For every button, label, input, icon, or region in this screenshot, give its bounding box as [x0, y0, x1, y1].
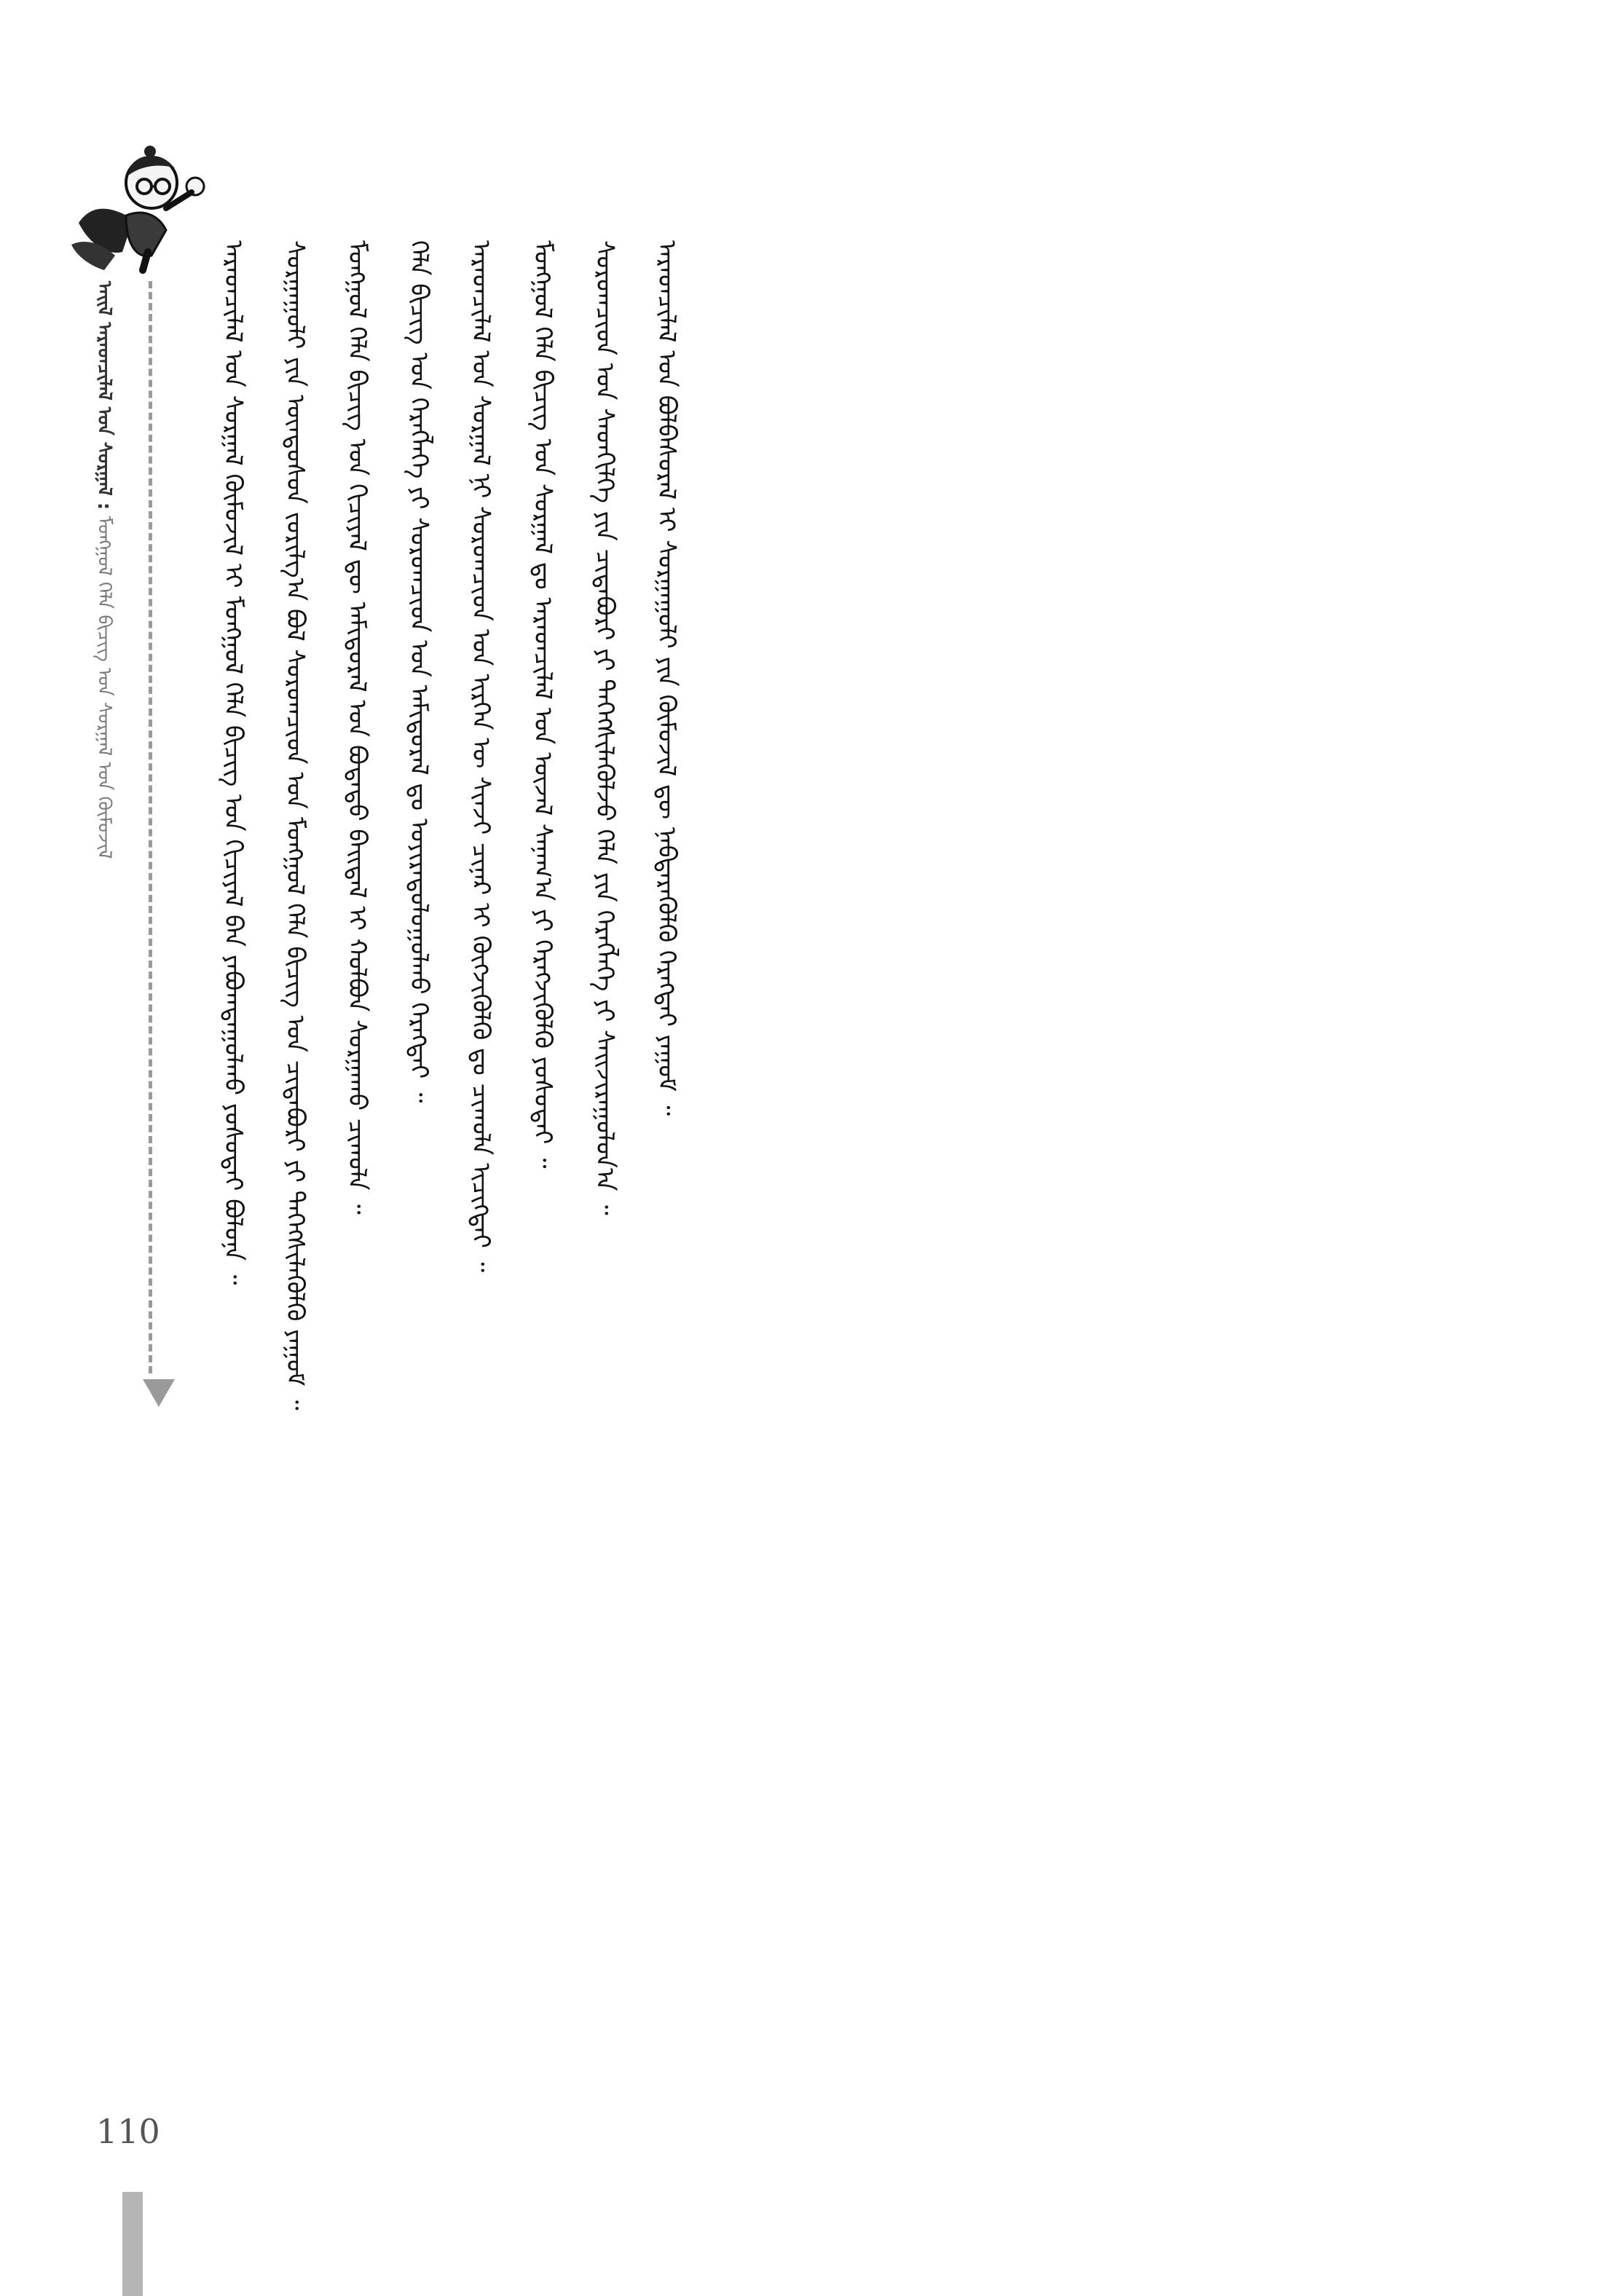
text-line: ᠠᠷᠠᠳᠴᠢᠯᠠᠯ ᠤᠨ ᠰᠤᠷᠭᠠᠯ ᠨᠢ ᠰᠤᠷᠤᠭᠴᠢᠳ ᠤᠨ ᠢᠷᠭᠡᠨ ᠦ ᠰᠢᠨᠵᠢ ᠴᠢᠨᠠᠷ ᠢ ᠬᠥᠭᠵᠢᠭᠦᠯᠬᠦ ᠳᠤ ᠴᠢᠬᠤᠯᠠ ᠢᠴᠢᠭ᠌ᠲᠡᠢ ᠃: [466, 240, 495, 1273]
arrow-down-icon: [143, 1379, 175, 1407]
running-header: [87, 281, 138, 1038]
text-line: ᠮᠣᠩᠭᠣᠯ ᠬᠡᠯᠡ ᠪᠢᠴᠢᠭ ᠤᠨ ᠬᠢᠴᠢᠶᠡᠯ ᠳᠦ ᠠᠮᠢᠳᠤᠷᠠᠯ ᠤᠨ ᠪᠣᠳᠠᠲᠤ ᠪᠠᠢᠳᠠᠯ ᠢ ᠬᠣᠯᠪᠣᠨ ᠰᠤᠷᠭᠠᠬᠤ ᠴᠢᠬᠤᠯᠠ ᠃: [342, 240, 371, 1215]
running-header-book-title: ᠮᠣᠩᠭᠣᠯ ᠬᠡᠯᠡ ᠪᠢᠴᠢᠭ ᠤᠨ ᠰᠤᠷᠭᠠᠯ ᠤᠨ ᠬᠦᠮᠦᠵᠢᠯ: [93, 516, 115, 859]
body-text-block: [219, 240, 743, 2046]
running-header-section: ᠠᠢᠯ ᠠᠷᠠᠳᠴᠢᠯᠠᠯ ᠤᠨ ᠰᠤᠷᠭᠠᠯ :: [93, 281, 115, 510]
page-edge-tab: [122, 2192, 143, 2296]
flying-boy-icon: [64, 135, 210, 274]
page-number: 110: [96, 2112, 160, 2151]
text-line: ᠠᠷᠠᠳᠴᠢᠯᠠᠯ ᠤᠨ ᠰᠤᠷᠭᠠᠯ ᠬᠦᠮᠦᠵᠢᠯ ᠢ ᠮᠣᠩᠭᠣᠯ ᠬᠡᠯᠡ ᠪᠢᠴᠢᠭ ᠤᠨ ᠬᠢᠴᠢᠶᠡᠯ ᠪᠠᠨ ᠶᠠᠪᠤᠭᠳᠠᠭᠤᠯᠬᠤ ᠶᠣᠰᠣᠲᠠᠢ ᠪᠣᠯᠤᠨᠠ ᠃: [219, 240, 248, 1285]
text-line: ᠬᠡᠯᠡ ᠪᠢᠴᠢᠭ ᠤᠨ ᠬᠡᠷᠡᠭᠯᠡᠭᠡ ᠶᠢ ᠰᠤᠷᠤᠭᠴᠢᠳ ᠤᠨ ᠠᠮᠢᠳᠤᠷᠠᠯ ᠳᠤ ᠣᠶᠢᠷᠠᠲᠤᠯᠤᠭᠤᠯᠬᠤ ᠬᠡᠷᠡᠭᠲᠡᠢ ᠃: [404, 240, 433, 1103]
text-line: ᠮᠣᠩᠭᠣᠯ ᠬᠡᠯᠡ ᠪᠢᠴᠢᠭ ᠤᠨ ᠰᠤᠷᠭᠠᠯ ᠳᠤ ᠠᠷᠠᠳᠴᠢᠯᠠᠯ ᠤᠨ ᠦᠵᠡᠯ ᠰᠠᠨᠠᠭ᠎ᠠ ᠶᠢ ᠬᠡᠷᠡᠭᠵᠢᠭᠦᠯᠬᠦ ᠶᠣᠰᠣᠲᠠᠢ ᠃: [528, 240, 557, 1169]
margin-dashed-line: [149, 281, 152, 1373]
text-line: ᠰᠤᠷᠭᠠᠭᠤᠯᠢ ᠶᠢᠨ ᠦᠨᠳᠦᠰᠦᠨ ᠵᠣᠷᠢᠯᠭ᠎ᠠ ᠪᠣᠯ ᠰᠤᠷᠤᠭᠴᠢᠳ ᠤᠨ ᠮᠣᠩᠭᠣᠯ ᠬᠡᠯᠡ ᠪᠢᠴᠢᠭ ᠤᠨ ᠴᠢᠳᠠᠪᠤᠷᠢ ᠶᠢ ᠳᠡᠭᠡᠭᠰᠢᠯᠡᠭᠦᠯᠬᠦ ᠶᠠᠭᠤᠮ ᠃: [280, 240, 310, 1411]
text-line: ᠰᠤᠷᠤᠭᠴᠢᠳ ᠤᠨ ᠰᠡᠳᠬᠢᠯᠭᠡ ᠶᠢᠨ ᠴᠢᠳᠠᠪᠤᠷᠢ ᠶᠢ ᠳᠡᠭᠡᠭᠰᠢᠯᠡᠭᠦᠯᠵᠦ ᠬᠡᠯᠡ ᠶᠢᠨ ᠬᠡᠷᠡᠭᠯᠡᠭᠡ ᠶᠢ ᠰᠠᠢᠵᠢᠷᠠᠭᠤᠯᠤᠨ᠎ᠠ ᠃: [590, 240, 619, 1215]
text-line: ᠠᠷᠠᠳᠴᠢᠯᠠᠯ ᠤᠨ ᠪᠣᠯᠪᠠᠰᠤᠷᠠᠯ ᠢ ᠰᠤᠷᠭᠠᠭᠤᠯᠢ ᠶᠢᠨ ᠬᠦᠮᠦᠵᠢᠯ ᠳᠦ ᠨᠡᠪᠳᠡᠷᠡᠭᠦᠯᠬᠦ ᠬᠡᠷᠡᠭᠲᠡᠢ ᠶᠠᠭᠤᠮ ᠃: [652, 240, 681, 1116]
